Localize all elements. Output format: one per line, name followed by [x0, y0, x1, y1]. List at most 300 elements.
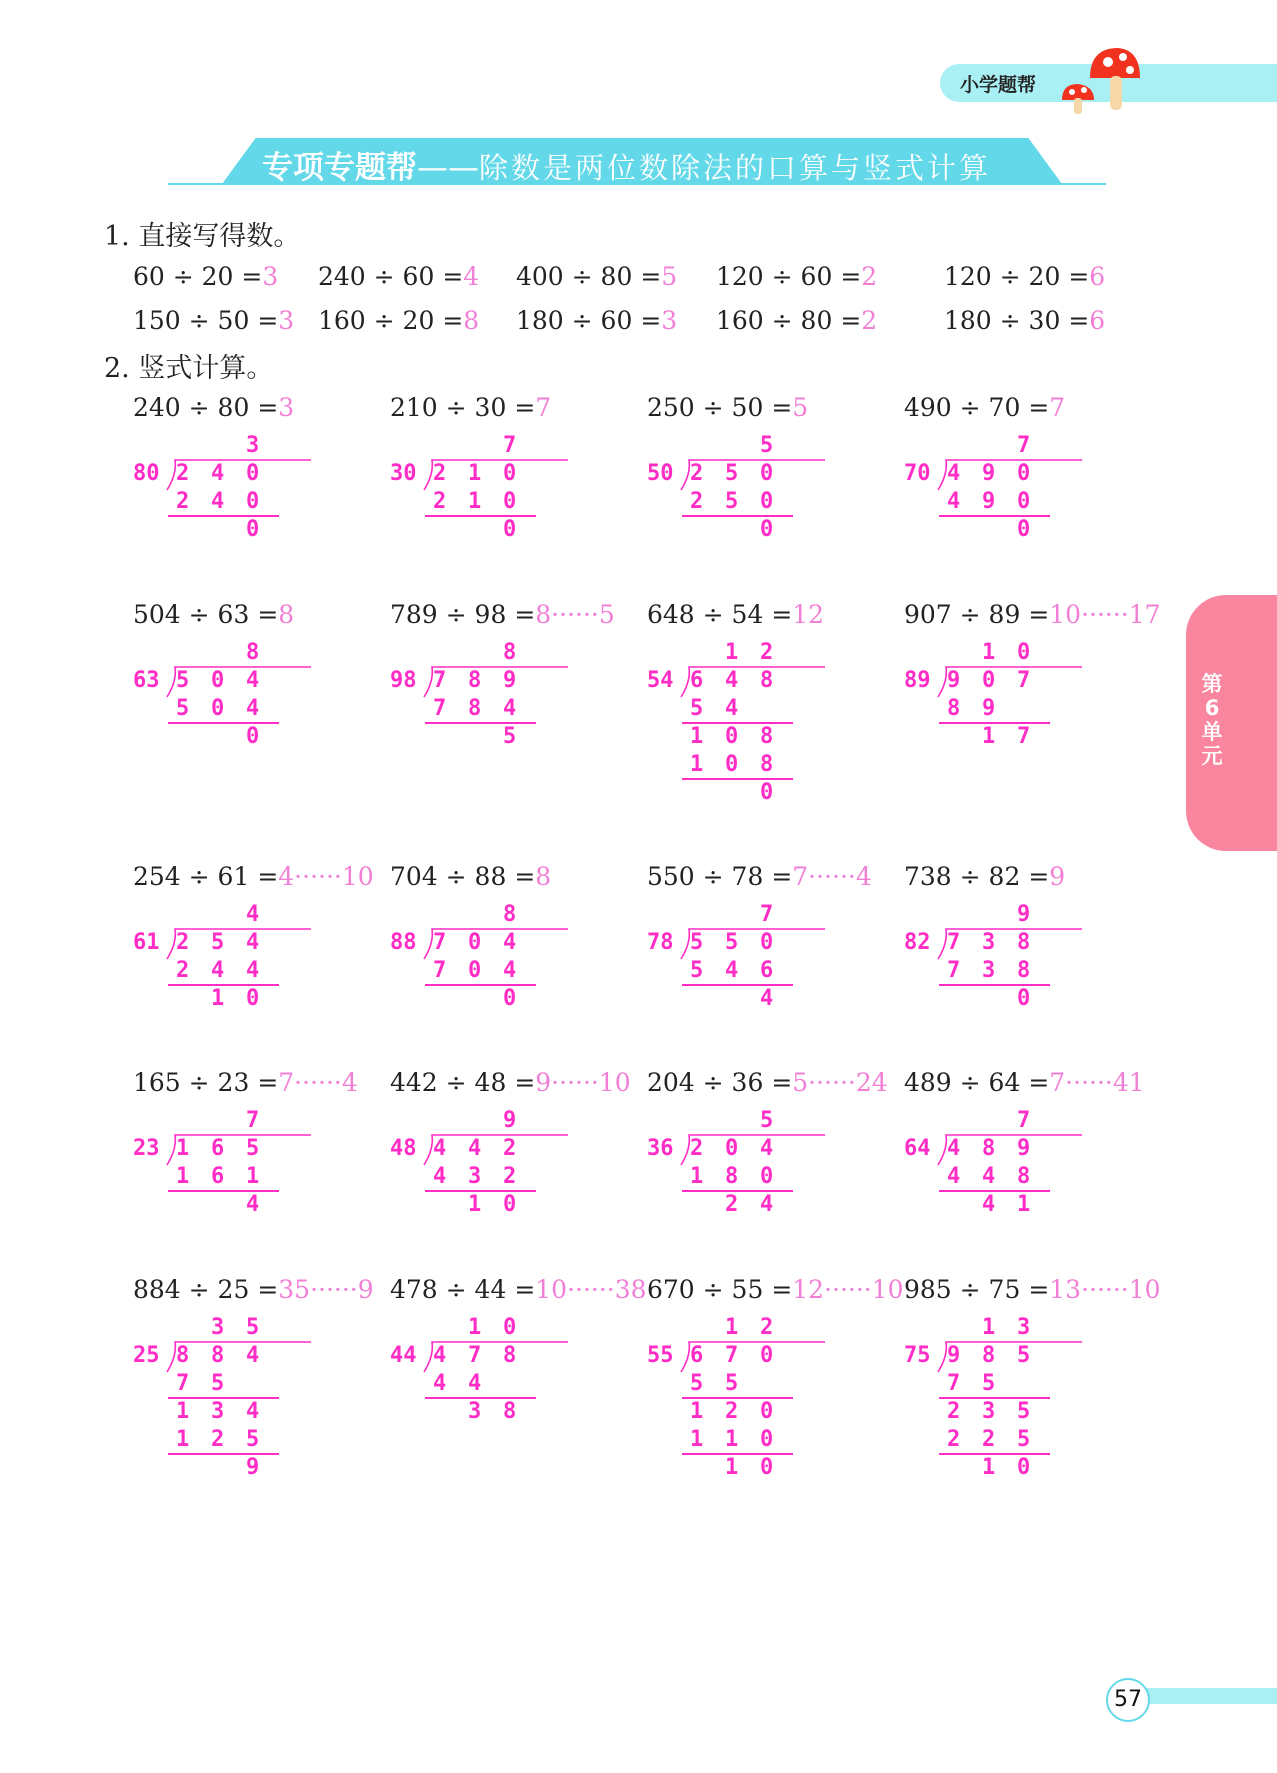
equation-answer: 9 — [1049, 862, 1066, 891]
dividend-digit: 4 — [246, 668, 260, 693]
dividend-digit: 2 — [433, 461, 447, 486]
quotient-digit: 3 — [1017, 1315, 1031, 1340]
dividend-digit: 8 — [760, 668, 774, 693]
mental-equation — [716, 262, 877, 291]
equation-question: 442 ÷ 48 = — [390, 1068, 536, 1097]
dividend-digit: 1 — [468, 461, 482, 486]
equation-question: 160 ÷ 20 = — [318, 306, 464, 335]
banner-title — [262, 142, 991, 187]
long-division — [133, 640, 363, 800]
dividend-digit: 4 — [503, 930, 517, 955]
remainder-digit: 0 — [760, 780, 774, 805]
divisor: 70 — [904, 461, 931, 486]
step-digit: 5 — [1017, 1399, 1031, 1424]
long-division — [647, 1315, 877, 1480]
equation-answer: 4 — [463, 262, 480, 291]
step-digit: 2 — [211, 1427, 225, 1452]
division-equation — [133, 1068, 358, 1097]
quotient-digit: 1 — [725, 640, 739, 665]
step-digit: 4 — [503, 958, 517, 983]
section1-heading: 1. 直接写得数。 — [104, 221, 301, 252]
division-equation — [390, 600, 615, 629]
step-digit: 7 — [947, 1371, 961, 1396]
step-digit: 4 — [246, 958, 260, 983]
dividend-digit: 0 — [760, 930, 774, 955]
long-division — [133, 1315, 363, 1480]
division-equation — [133, 393, 294, 422]
dividend-digit: 7 — [725, 1343, 739, 1368]
quotient-digit: 9 — [1017, 902, 1031, 927]
long-division — [133, 433, 363, 593]
dividend-digit: 8 — [1017, 930, 1031, 955]
remainder-digit: 0 — [503, 1192, 517, 1217]
quotient-digit: 2 — [760, 1315, 774, 1340]
dividend-digit: 4 — [246, 1343, 260, 1368]
dividend-digit: 9 — [982, 461, 996, 486]
division-equation — [390, 862, 551, 891]
step-digit: 3 — [468, 1164, 482, 1189]
dividend-digit: 4 — [947, 461, 961, 486]
equation-answer: 12 — [792, 600, 825, 629]
equation-question: 204 ÷ 36 = — [647, 1068, 793, 1097]
step-digit: 1 — [468, 489, 482, 514]
step-digit: 2 — [947, 1427, 961, 1452]
long-division — [133, 902, 363, 1062]
divisor: 44 — [390, 1343, 417, 1368]
dividend-digit: 2 — [503, 1136, 517, 1161]
equation-question: 670 ÷ 55 = — [647, 1275, 793, 1304]
dividend-digit: 0 — [725, 1136, 739, 1161]
equation-question: 180 ÷ 30 = — [944, 306, 1090, 335]
equation-answer: 2 — [861, 262, 878, 291]
dividend-digit: 6 — [690, 668, 704, 693]
dividend-digit: 3 — [982, 930, 996, 955]
divisor: 30 — [390, 461, 417, 486]
step-digit: 3 — [211, 1399, 225, 1424]
long-division — [647, 902, 877, 1062]
step-digit: 4 — [433, 1164, 447, 1189]
equation-answer: 5 — [661, 262, 678, 291]
equation-answer: 10······17 — [1049, 600, 1161, 629]
remainder-digit: 1 — [725, 1455, 739, 1480]
step-digit: 8 — [760, 724, 774, 749]
equation-answer: 5······24 — [792, 1068, 888, 1097]
quotient-digit: 7 — [503, 433, 517, 458]
step-digit: 9 — [982, 696, 996, 721]
quotient-digit: 1 — [725, 1315, 739, 1340]
dividend-digit: 8 — [468, 668, 482, 693]
step-digit: 4 — [725, 696, 739, 721]
section2-heading: 2. 竖式计算。 — [104, 353, 274, 384]
divisor: 23 — [133, 1136, 160, 1161]
dividend-digit: 6 — [690, 1343, 704, 1368]
divisor: 78 — [647, 930, 674, 955]
quotient-digit: 7 — [760, 902, 774, 927]
equation-answer: 7 — [535, 393, 552, 422]
step-digit: 1 — [176, 1164, 190, 1189]
step-digit: 4 — [725, 958, 739, 983]
step-digit: 0 — [760, 1427, 774, 1452]
quotient-digit: 5 — [246, 1315, 260, 1340]
subtraction-line — [425, 515, 536, 517]
subtraction-line — [168, 1190, 279, 1192]
long-division — [390, 433, 620, 593]
remainder-digit: 4 — [760, 986, 774, 1011]
equation-answer: 10······38 — [535, 1275, 647, 1304]
quotient-digit: 5 — [760, 1108, 774, 1133]
division-equation — [904, 1068, 1145, 1097]
step-digit: 1 — [690, 1164, 704, 1189]
quotient-digit: 7 — [1017, 1108, 1031, 1133]
long-division — [904, 1108, 1134, 1268]
dividend-digit: 0 — [982, 668, 996, 693]
divisor: 88 — [390, 930, 417, 955]
dividend-digit: 8 — [211, 1343, 225, 1368]
step-digit: 5 — [982, 1371, 996, 1396]
equation-question: 489 ÷ 64 = — [904, 1068, 1050, 1097]
equation-question: 60 ÷ 20 = — [133, 262, 263, 291]
divisor: 63 — [133, 668, 160, 693]
step-digit: 0 — [211, 696, 225, 721]
header-tag: 小学题帮 — [960, 74, 1037, 96]
equation-answer: 12······10 — [792, 1275, 904, 1304]
long-division — [904, 433, 1134, 593]
subtraction-line — [682, 515, 793, 517]
long-division — [647, 1108, 877, 1268]
divisor: 48 — [390, 1136, 417, 1161]
divisor: 89 — [904, 668, 931, 693]
dividend-digit: 9 — [947, 1343, 961, 1368]
long-division — [390, 902, 620, 1062]
dividend-digit: 5 — [211, 930, 225, 955]
equation-answer: 7 — [1049, 393, 1066, 422]
division-equation — [133, 862, 374, 891]
equation-question: 738 ÷ 82 = — [904, 862, 1050, 891]
quotient-digit: 0 — [503, 1315, 517, 1340]
equation-question: 150 ÷ 50 = — [133, 306, 279, 335]
mental-equation — [318, 262, 479, 291]
dividend-digit: 0 — [246, 461, 260, 486]
mental-equation — [516, 306, 677, 335]
dividend-digit: 5 — [176, 668, 190, 693]
step-digit: 0 — [246, 489, 260, 514]
dividend-digit: 5 — [725, 930, 739, 955]
quotient-digit: 5 — [760, 433, 774, 458]
remainder-digit: 1 — [982, 1455, 996, 1480]
equation-answer: 6 — [1089, 306, 1106, 335]
mental-equation — [944, 262, 1105, 291]
step-digit: 2 — [176, 489, 190, 514]
equation-question: 240 ÷ 80 = — [133, 393, 279, 422]
divisor: 64 — [904, 1136, 931, 1161]
step-digit: 2 — [947, 1399, 961, 1424]
division-equation — [133, 600, 294, 629]
subtraction-line — [425, 984, 536, 986]
dividend-digit: 4 — [468, 1136, 482, 1161]
division-equation — [647, 1275, 904, 1304]
division-equation — [904, 393, 1065, 422]
remainder-digit: 3 — [468, 1399, 482, 1424]
remainder-digit: 1 — [468, 1192, 482, 1217]
banner-dash: —— — [417, 150, 479, 186]
division-equation — [647, 600, 824, 629]
division-equation — [904, 1275, 1161, 1304]
division-equation — [904, 600, 1161, 629]
dividend-digit: 0 — [760, 461, 774, 486]
remainder-digit: 7 — [1017, 724, 1031, 749]
dividend-digit: 4 — [947, 1136, 961, 1161]
equation-question: 490 ÷ 70 = — [904, 393, 1050, 422]
division-equation — [390, 1068, 631, 1097]
quotient-digit: 1 — [982, 640, 996, 665]
dividend-digit: 4 — [760, 1136, 774, 1161]
dividend-digit: 8 — [982, 1343, 996, 1368]
equation-answer: 6 — [1089, 262, 1106, 291]
long-division — [904, 902, 1134, 1062]
subtraction-line — [682, 984, 793, 986]
dividend-digit: 8 — [982, 1136, 996, 1161]
dividend-digit: 5 — [1017, 1343, 1031, 1368]
step-digit: 0 — [725, 752, 739, 777]
banner-subtitle: 除数是两位数除法的口算与竖式计算 — [479, 151, 992, 185]
equation-question: 648 ÷ 54 = — [647, 600, 793, 629]
dividend-digit: 7 — [433, 930, 447, 955]
equation-answer: 35······9 — [278, 1275, 374, 1304]
equation-question: 250 ÷ 50 = — [647, 393, 793, 422]
quotient-digit: 2 — [760, 640, 774, 665]
long-division — [647, 640, 877, 805]
long-division — [390, 1108, 620, 1268]
equation-question: 120 ÷ 60 = — [716, 262, 862, 291]
step-digit: 0 — [1017, 489, 1031, 514]
equation-answer: 3 — [262, 262, 279, 291]
page-bar — [1140, 1688, 1277, 1704]
remainder-digit: 1 — [982, 724, 996, 749]
quotient-digit: 8 — [503, 640, 517, 665]
step-digit: 5 — [176, 696, 190, 721]
step-digit: 0 — [503, 489, 517, 514]
equation-answer: 7······4 — [278, 1068, 358, 1097]
dividend-digit: 9 — [947, 668, 961, 693]
dividend-digit: 0 — [760, 1343, 774, 1368]
quotient-digit: 4 — [246, 902, 260, 927]
dividend-digit: 5 — [725, 461, 739, 486]
page-number: 57 — [1106, 1678, 1150, 1722]
remainder-digit: 0 — [503, 517, 517, 542]
remainder-digit: 5 — [503, 724, 517, 749]
step-digit: 1 — [176, 1399, 190, 1424]
equation-question: 704 ÷ 88 = — [390, 862, 536, 891]
step-digit: 7 — [433, 958, 447, 983]
dividend-digit: 2 — [176, 930, 190, 955]
step-digit: 2 — [176, 958, 190, 983]
mental-equation — [318, 306, 479, 335]
remainder-digit: 0 — [246, 986, 260, 1011]
dividend-digit: 5 — [690, 930, 704, 955]
dividend-digit: 0 — [1017, 461, 1031, 486]
step-digit: 4 — [947, 1164, 961, 1189]
dividend-digit: 1 — [176, 1136, 190, 1161]
dividend-digit: 9 — [503, 668, 517, 693]
subtraction-line — [168, 1453, 279, 1455]
equation-answer: 3 — [278, 393, 295, 422]
remainder-digit: 1 — [211, 986, 225, 1011]
remainder-digit: 4 — [760, 1192, 774, 1217]
equation-answer: 9······10 — [535, 1068, 631, 1097]
equation-question: 210 ÷ 30 = — [390, 393, 536, 422]
step-digit: 2 — [982, 1427, 996, 1452]
step-digit: 1 — [690, 1427, 704, 1452]
step-digit: 8 — [468, 696, 482, 721]
subtraction-line — [168, 515, 279, 517]
equation-answer: 4······10 — [278, 862, 374, 891]
divisor: 75 — [904, 1343, 931, 1368]
quotient-digit: 9 — [503, 1108, 517, 1133]
remainder-digit: 0 — [503, 986, 517, 1011]
remainder-digit: 0 — [1017, 1455, 1031, 1480]
equation-question: 985 ÷ 75 = — [904, 1275, 1050, 1304]
dividend-digit: 0 — [211, 668, 225, 693]
subtraction-line — [168, 722, 279, 724]
equation-question: 400 ÷ 80 = — [516, 262, 662, 291]
divisor: 50 — [647, 461, 674, 486]
step-digit: 4 — [246, 1399, 260, 1424]
remainder-digit: 0 — [246, 517, 260, 542]
quotient-digit: 7 — [1017, 433, 1031, 458]
equation-answer: 13······10 — [1049, 1275, 1161, 1304]
divisor: 80 — [133, 461, 160, 486]
step-digit: 8 — [725, 1164, 739, 1189]
step-digit: 8 — [947, 696, 961, 721]
step-digit: 5 — [690, 696, 704, 721]
step-digit: 2 — [725, 1399, 739, 1424]
quotient-digit: 7 — [246, 1108, 260, 1133]
division-equation — [904, 862, 1065, 891]
dividend-digit: 6 — [211, 1136, 225, 1161]
dividend-digit: 8 — [176, 1343, 190, 1368]
equation-question: 240 ÷ 60 = — [318, 262, 464, 291]
step-digit: 5 — [725, 1371, 739, 1396]
equation-answer: 8 — [535, 862, 552, 891]
equation-question: 550 ÷ 78 = — [647, 862, 793, 891]
step-digit: 0 — [760, 489, 774, 514]
step-digit: 7 — [947, 958, 961, 983]
dividend-digit: 2 — [690, 461, 704, 486]
division-equation — [647, 1068, 888, 1097]
quotient-digit: 3 — [246, 433, 260, 458]
equation-answer: 3 — [661, 306, 678, 335]
step-digit: 2 — [690, 489, 704, 514]
step-digit: 2 — [503, 1164, 517, 1189]
divisor: 54 — [647, 668, 674, 693]
step-digit: 3 — [982, 958, 996, 983]
dividend-digit: 4 — [433, 1343, 447, 1368]
step-digit: 1 — [246, 1164, 260, 1189]
step-digit: 5 — [246, 1427, 260, 1452]
dividend-digit: 5 — [246, 1136, 260, 1161]
step-digit: 0 — [468, 958, 482, 983]
step-digit: 4 — [211, 489, 225, 514]
step-digit: 4 — [503, 696, 517, 721]
step-digit: 0 — [760, 1399, 774, 1424]
dividend-digit: 8 — [503, 1343, 517, 1368]
subtraction-line — [682, 778, 793, 780]
remainder-digit: 4 — [982, 1192, 996, 1217]
division-equation — [390, 393, 551, 422]
banner-main-title: 专项专题帮 — [262, 150, 417, 186]
mental-equation — [133, 306, 294, 335]
mental-equation — [133, 262, 278, 291]
dividend-digit: 2 — [690, 1136, 704, 1161]
unit-side-text: 第6单元 — [1201, 672, 1223, 768]
step-digit: 5 — [1017, 1427, 1031, 1452]
step-digit: 4 — [468, 1371, 482, 1396]
long-division — [647, 433, 877, 593]
long-division — [904, 640, 1134, 800]
equation-question: 907 ÷ 89 = — [904, 600, 1050, 629]
equation-question: 180 ÷ 60 = — [516, 306, 662, 335]
equation-question: 165 ÷ 23 = — [133, 1068, 279, 1097]
step-digit: 5 — [211, 1371, 225, 1396]
step-digit: 1 — [690, 752, 704, 777]
step-digit: 0 — [760, 1164, 774, 1189]
step-digit: 4 — [982, 1164, 996, 1189]
remainder-digit: 2 — [725, 1192, 739, 1217]
dividend-digit: 4 — [433, 1136, 447, 1161]
divisor: 25 — [133, 1343, 160, 1368]
dividend-digit: 0 — [503, 461, 517, 486]
division-equation — [647, 862, 872, 891]
step-digit: 2 — [433, 489, 447, 514]
quotient-digit: 8 — [246, 640, 260, 665]
divisor: 55 — [647, 1343, 674, 1368]
equation-answer: 7······4 — [792, 862, 872, 891]
mental-equation — [716, 306, 877, 335]
step-digit: 7 — [433, 696, 447, 721]
equation-question: 884 ÷ 25 = — [133, 1275, 279, 1304]
step-digit: 1 — [690, 1399, 704, 1424]
step-digit: 8 — [760, 752, 774, 777]
divisor: 98 — [390, 668, 417, 693]
equation-answer: 8 — [278, 600, 295, 629]
step-digit: 5 — [690, 958, 704, 983]
divisor: 61 — [133, 930, 160, 955]
subtraction-line — [939, 515, 1050, 517]
dividend-digit: 7 — [468, 1343, 482, 1368]
dividend-digit: 7 — [433, 668, 447, 693]
divisor: 36 — [647, 1136, 674, 1161]
remainder-digit: 8 — [503, 1399, 517, 1424]
remainder-digit: 0 — [1017, 517, 1031, 542]
division-equation — [390, 1275, 647, 1304]
equation-question: 160 ÷ 80 = — [716, 306, 862, 335]
remainder-digit: 9 — [246, 1455, 260, 1480]
step-digit: 9 — [982, 489, 996, 514]
equation-answer: 3 — [278, 306, 295, 335]
mental-equation — [944, 306, 1105, 335]
step-digit: 6 — [760, 958, 774, 983]
step-digit: 0 — [725, 724, 739, 749]
remainder-digit: 1 — [1017, 1192, 1031, 1217]
long-division — [390, 640, 620, 800]
dividend-digit: 9 — [1017, 1136, 1031, 1161]
step-digit: 5 — [690, 1371, 704, 1396]
dividend-digit: 2 — [176, 461, 190, 486]
step-digit: 4 — [211, 958, 225, 983]
long-division — [390, 1315, 620, 1475]
long-division — [133, 1108, 363, 1268]
mushroom-icon — [1060, 40, 1140, 115]
